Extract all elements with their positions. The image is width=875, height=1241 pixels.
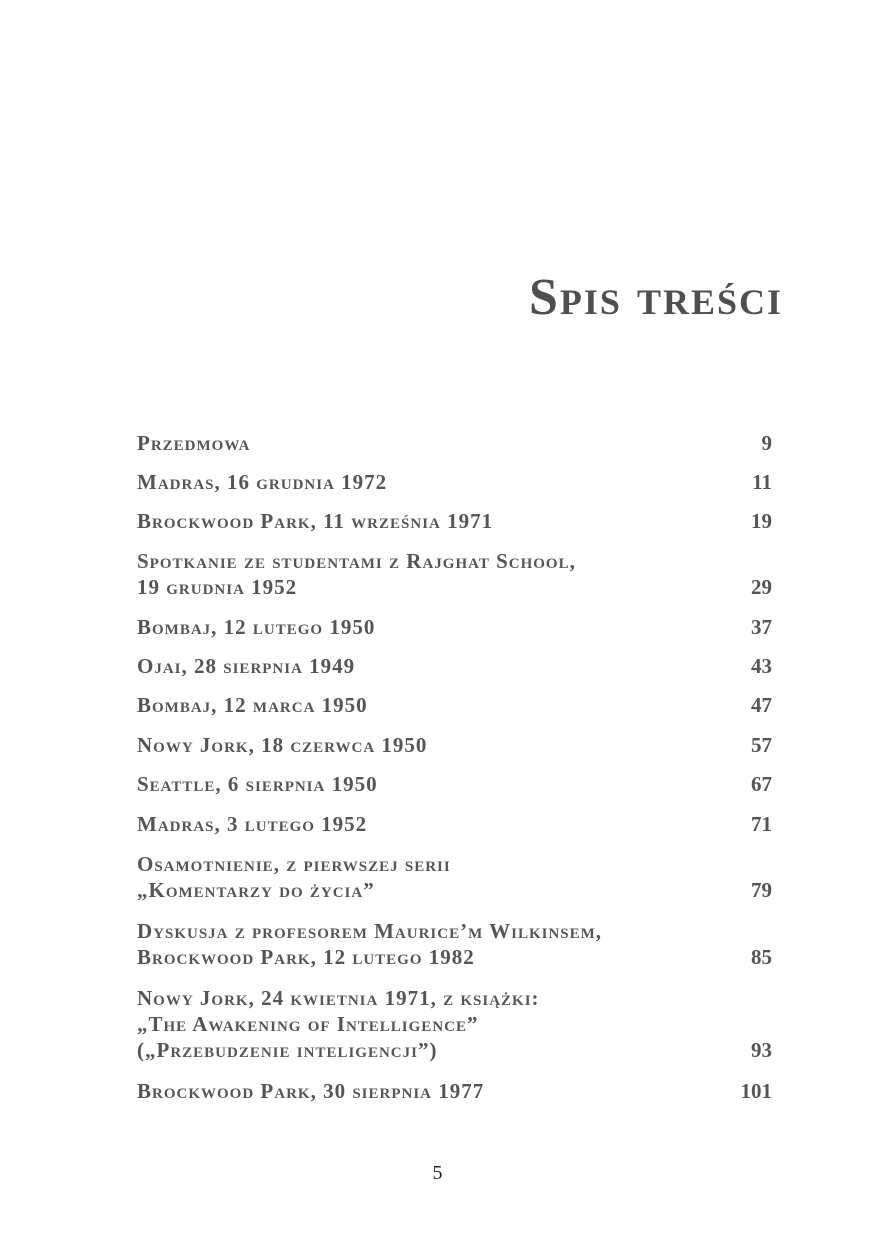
toc-entry bbox=[137, 469, 777, 495]
toc-entry bbox=[137, 653, 777, 679]
toc-entry-title: Seattle, 6 sierpnia 1950 bbox=[137, 772, 378, 796]
toc-entry-page: 11 bbox=[752, 470, 772, 494]
toc-entry-title: Bombaj, 12 marca 1950 bbox=[137, 693, 368, 717]
toc-entry-page: 29 bbox=[751, 575, 772, 599]
toc-entry bbox=[137, 811, 777, 837]
toc-entry-page: 85 bbox=[751, 945, 772, 969]
toc-entry-title: Spotkanie ze studentami z Rajghat School, 19 grudnia 1952 bbox=[137, 549, 576, 599]
toc-entry-page: 71 bbox=[751, 812, 772, 836]
toc-entry-title: Madras, 3 lutego 1952 bbox=[137, 812, 368, 836]
page-title: Spis treści bbox=[529, 269, 783, 326]
page-number: 5 bbox=[432, 1162, 443, 1184]
toc-entry-page: 93 bbox=[751, 1038, 772, 1062]
toc-entry-title: Ojai, 28 sierpnia 1949 bbox=[137, 654, 356, 678]
toc-entry-title: Madras, 16 grudnia 1972 bbox=[137, 470, 388, 494]
toc-entry-page: 79 bbox=[751, 878, 772, 902]
toc-entry-title: Osamotnienie, z pierwszej serii „Komentarzy do życia” bbox=[137, 852, 451, 902]
toc-entry-title: Brockwood Park, 30 sierpnia 1977 bbox=[137, 1079, 485, 1103]
toc-entry bbox=[137, 1078, 777, 1104]
toc-entry-title: Przedmowa bbox=[137, 431, 251, 455]
toc-entry bbox=[137, 918, 777, 970]
toc-entry bbox=[137, 430, 777, 456]
toc-entry-page: 47 bbox=[751, 693, 772, 717]
toc-entry bbox=[137, 508, 777, 534]
toc-entry bbox=[137, 614, 777, 640]
toc-entry-title: Nowy Jork, 18 czerwca 1950 bbox=[137, 733, 428, 757]
toc-entry bbox=[137, 985, 777, 1063]
toc-entry bbox=[137, 732, 777, 758]
toc-entry-title: Nowy Jork, 24 kwietnia 1971, z książki: „The Awakening of Intelligence” („Przebudzenie inteligencji”) bbox=[137, 986, 540, 1062]
toc-entry-title: Brockwood Park, 11 września 1971 bbox=[137, 509, 494, 533]
toc-entry bbox=[137, 548, 777, 600]
toc-entry-title: Bombaj, 12 lutego 1950 bbox=[137, 615, 376, 639]
toc-entry-page: 9 bbox=[761, 431, 772, 455]
toc-entry-title: Dyskusja z profesorem Maurice’m Wilkinsem, Brockwood Park, 12 lutego 1982 bbox=[137, 919, 603, 969]
toc-entry bbox=[137, 692, 777, 718]
toc-entry-page: 43 bbox=[751, 654, 772, 678]
toc-entry-page: 67 bbox=[751, 772, 772, 796]
toc-entry-page: 19 bbox=[751, 509, 772, 533]
toc-entry-page: 57 bbox=[751, 733, 772, 757]
toc-entry-page: 101 bbox=[740, 1079, 772, 1103]
toc-entry bbox=[137, 771, 777, 797]
toc-entry bbox=[137, 851, 777, 903]
toc-entry-page: 37 bbox=[751, 615, 772, 639]
